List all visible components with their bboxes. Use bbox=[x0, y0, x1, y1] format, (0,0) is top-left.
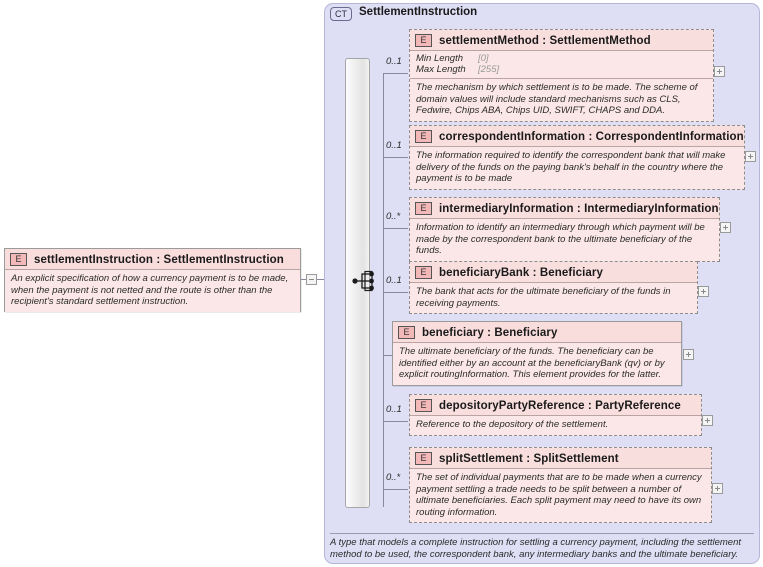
element-description-intermediaryinformation: Information to identify an intermediary through which payment will be made by the correspondent bank to the ultimate beneficiary of the funds. bbox=[410, 218, 719, 261]
element-icon: E bbox=[415, 130, 432, 143]
complex-type-footer-description: A type that models a complete instruction for settling a currency payment, including the settlement method to be used, the correspondent bank, any intermediary banks and the ultimate beneficiary. bbox=[330, 533, 754, 560]
element-title-beneficiarybank: beneficiaryBank : Beneficiary bbox=[439, 266, 603, 279]
element-description-beneficiary: The ultimate beneficiary of the funds. The beneficiary can be identified either by an account at the beneficiaryBank (qv) or by explicit routingInformation. This element provides for the latter. bbox=[393, 342, 681, 385]
connector-branch-5 bbox=[383, 421, 408, 422]
connector-trunk bbox=[383, 73, 384, 507]
expander-beneficiarybank[interactable] bbox=[698, 286, 709, 297]
element-icon: E bbox=[415, 202, 432, 215]
connector-root-to-toggle bbox=[301, 279, 306, 280]
complex-type-title: SettlementInstruction bbox=[359, 6, 478, 18]
expander-depositorypartyreference[interactable] bbox=[702, 415, 713, 426]
root-element-title: settlementInstruction : SettlementInstruction bbox=[34, 253, 284, 266]
root-element-description: An explicit specification of how a currency payment is to be made, when the payment is not netted and the route is other than the recipient's standard settlement instruction. bbox=[5, 269, 300, 312]
root-element-header bbox=[5, 249, 300, 269]
expander-beneficiary[interactable] bbox=[683, 349, 694, 360]
element-icon: E bbox=[10, 253, 27, 266]
facet-name-min-length: Min Length bbox=[416, 53, 464, 64]
element-box-settlementmethod[interactable] bbox=[409, 29, 714, 122]
expander-intermediaryinformation[interactable] bbox=[720, 222, 731, 233]
facet-value-max-length: [255] bbox=[478, 64, 500, 75]
cardinality-0: 0..1 bbox=[386, 56, 402, 67]
facet-row-max-length bbox=[416, 64, 707, 75]
element-icon: E bbox=[415, 452, 432, 465]
element-description-beneficiarybank: The bank that acts for the ultimate beneficiary of the funds in receiving payments. bbox=[410, 282, 697, 313]
element-title-intermediaryinformation: intermediaryInformation : IntermediaryInformation bbox=[439, 202, 719, 215]
facet-row-min-length bbox=[416, 53, 707, 64]
element-header-beneficiarybank bbox=[410, 262, 697, 282]
element-description-correspondentinformation: The information required to identify the correspondent bank that will make delivery of the funds on the paying bank's behalf in the country where the payment is to be made bbox=[410, 146, 744, 189]
element-box-beneficiarybank[interactable] bbox=[409, 261, 698, 314]
expander-settlementmethod[interactable] bbox=[714, 66, 725, 77]
facet-value-min-length: [0] bbox=[478, 53, 489, 64]
connector-branch-0 bbox=[383, 73, 408, 74]
element-header-beneficiary bbox=[393, 322, 681, 342]
connector-branch-1 bbox=[383, 157, 408, 158]
cardinality-1: 0..1 bbox=[386, 140, 402, 151]
element-box-splitsettlement[interactable] bbox=[409, 447, 712, 523]
element-header-settlementmethod bbox=[410, 30, 713, 50]
element-facets-settlementmethod bbox=[410, 50, 713, 78]
cardinality-5: 0..1 bbox=[386, 404, 402, 415]
element-title-depositorypartyreference: depositoryPartyReference : PartyReference bbox=[439, 399, 681, 412]
facet-name-max-length: Max Length bbox=[416, 64, 466, 75]
element-icon: E bbox=[398, 326, 415, 339]
element-box-correspondentinformation[interactable] bbox=[409, 125, 745, 190]
element-description-depositorypartyreference: Reference to the depository of the settlement. bbox=[410, 415, 701, 435]
element-icon: E bbox=[415, 399, 432, 412]
element-header-correspondentinformation bbox=[410, 126, 744, 146]
element-title-beneficiary: beneficiary : Beneficiary bbox=[422, 326, 558, 339]
cardinality-3: 0..1 bbox=[386, 275, 402, 286]
element-icon: E bbox=[415, 266, 432, 279]
connector-branch-6 bbox=[383, 489, 408, 490]
element-box-intermediaryinformation[interactable] bbox=[409, 197, 720, 262]
element-title-settlementmethod: settlementMethod : SettlementMethod bbox=[439, 34, 651, 47]
sequence-compositor-icon bbox=[352, 270, 378, 292]
cardinality-6: 0..* bbox=[386, 472, 401, 483]
element-description-splitsettlement: The set of individual payments that are to be made when a currency payment settling a trade needs to be split between a number of ultimate beneficiaries. Each split payment may need to have its own routing information. bbox=[410, 468, 711, 522]
root-element-box[interactable] bbox=[4, 248, 301, 312]
element-description-settlementmethod: The mechanism by which settlement is to be made. The scheme of domain values will include standard mechanisms such as CLS, Fedwire, Chips ABA, Chips UID, SWIFT, CHAPS and DDA. bbox=[410, 78, 713, 121]
element-header-intermediaryinformation bbox=[410, 198, 719, 218]
element-box-depositorypartyreference[interactable] bbox=[409, 394, 702, 436]
element-icon: E bbox=[415, 34, 432, 47]
expander-correspondentinformation[interactable] bbox=[745, 151, 756, 162]
connector-branch-3 bbox=[383, 292, 408, 293]
element-title-correspondentinformation: correspondentInformation : CorrespondentInformation bbox=[439, 130, 744, 143]
element-box-beneficiary[interactable] bbox=[392, 321, 682, 386]
connector-branch-2 bbox=[383, 228, 408, 229]
complex-type-badge: CT bbox=[330, 7, 352, 21]
expander-splitsettlement[interactable] bbox=[712, 483, 723, 494]
element-title-splitsettlement: splitSettlement : SplitSettlement bbox=[439, 452, 619, 465]
cardinality-2: 0..* bbox=[386, 211, 401, 222]
element-header-splitsettlement bbox=[410, 448, 711, 468]
root-collapse-toggle[interactable] bbox=[306, 274, 317, 285]
element-header-depositorypartyreference bbox=[410, 395, 701, 415]
